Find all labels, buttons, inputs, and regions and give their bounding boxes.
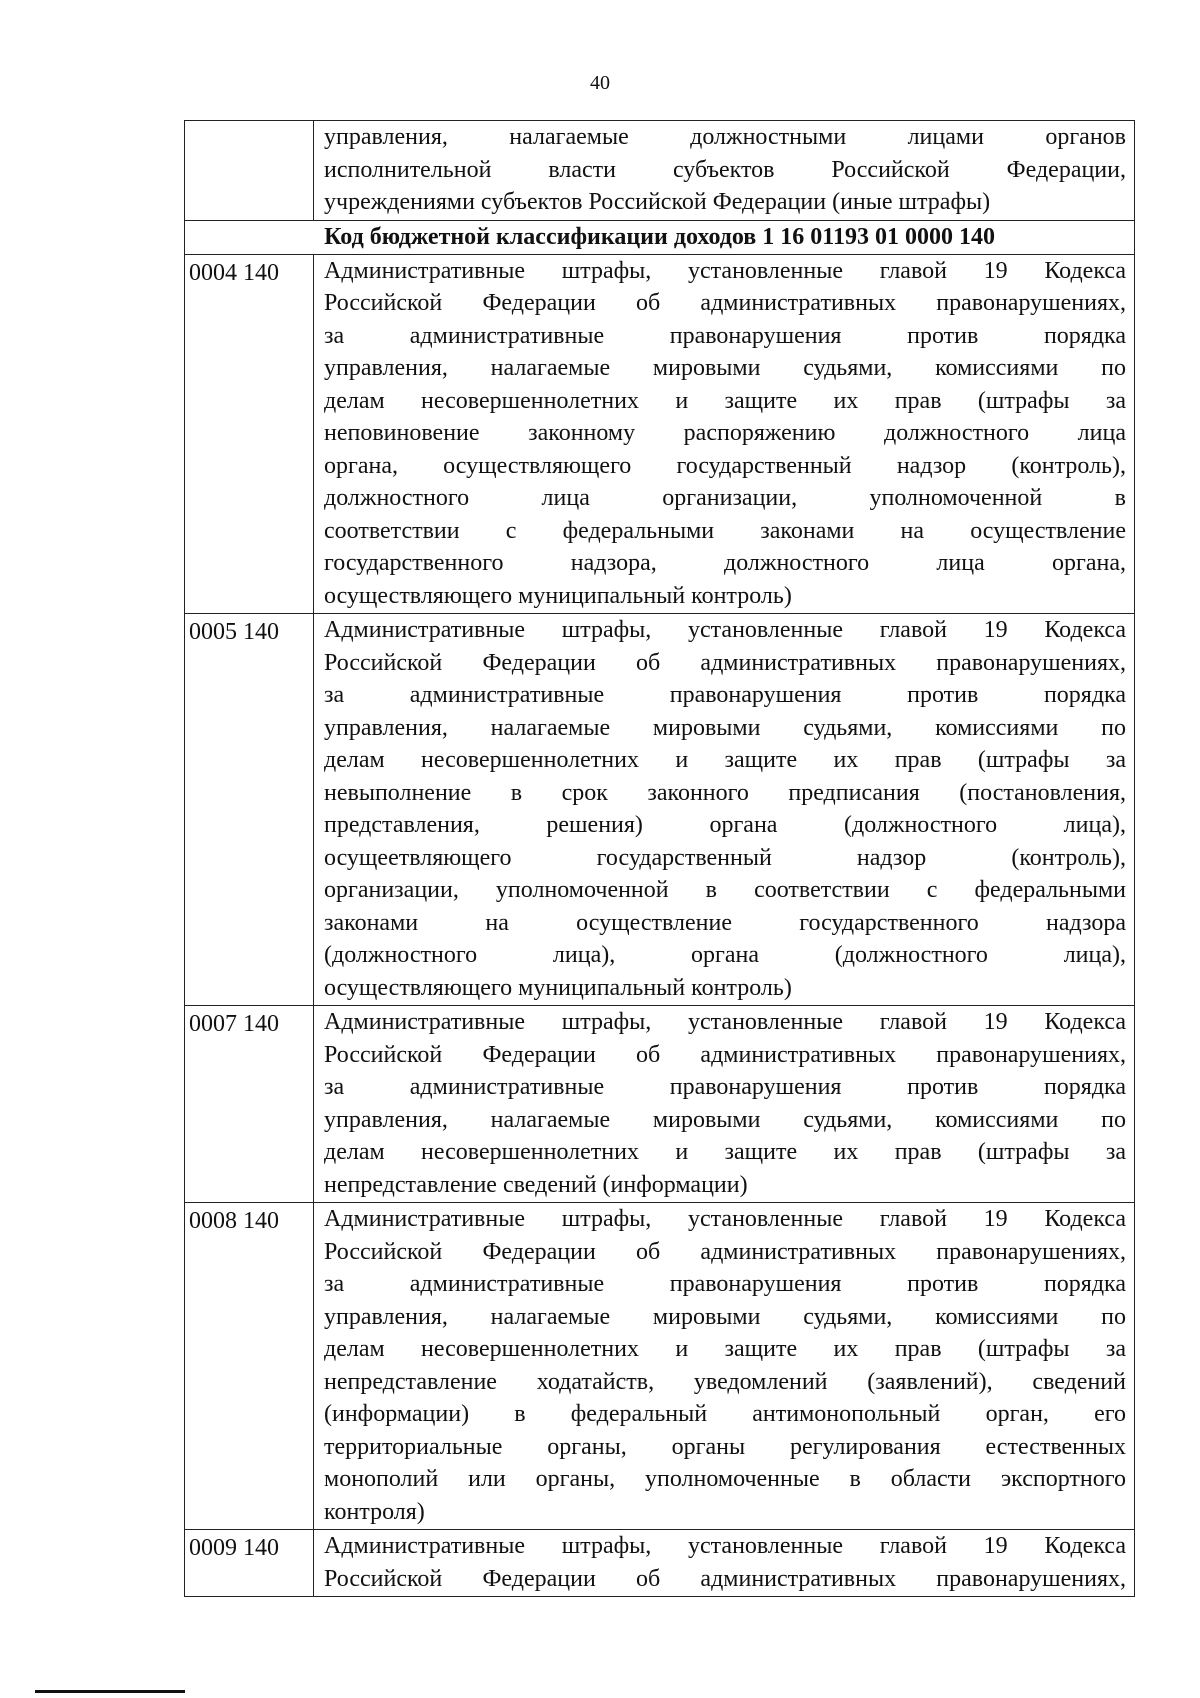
table-row	[185, 1203, 1135, 1530]
description-line: делам несовершеннолетних и защите их прав (штрафы за	[324, 747, 1126, 773]
description-line: Российской Федерации об административных правонарушениях,	[324, 1041, 1126, 1068]
description-line: Российской Федерации об административных правонарушениях,	[324, 1238, 1126, 1265]
description-line: учреждениями субъектов Российской Федерации (иные штрафы)	[324, 189, 991, 215]
description-line: исполнительной власти субъектов Российской Федерации,	[324, 156, 1126, 183]
footnote-rule	[35, 1690, 185, 1693]
description-line: осуществляющего муниципальный контроль)	[324, 974, 792, 1001]
description-cell	[314, 1530, 1135, 1597]
description-line: делам несовершеннолетних и защите их прав (штрафы за	[324, 1139, 1126, 1165]
description-line: управления, налагаемые должностными лицами органов	[324, 124, 1126, 150]
budget-code-table	[184, 120, 1135, 1597]
description-line: управления, налагаемые мировыми судьями, комиссиями по	[324, 355, 1126, 381]
description-line: Административные штрафы, установленные главой 19 Кодекса	[324, 1533, 1126, 1559]
description-line: организации, уполномоченной в соответствии с федеральными	[324, 877, 1126, 903]
description-cell-continuation	[314, 121, 1135, 221]
description-line: контроля)	[324, 1498, 425, 1525]
description-line: (должностного лица), органа (должностного лица),	[324, 942, 1126, 968]
description-line: должностного лица организации, уполномоченной в	[324, 485, 1126, 511]
description-line: управления, налагаемые мировыми судьями, комиссиями по	[324, 1303, 1126, 1330]
description-line: Административные штрафы, установленные главой 19 Кодекса	[324, 1009, 1126, 1035]
description-line: непредставление ходатайств, уведомлений (заявлений), сведений	[324, 1368, 1126, 1395]
description-line: территориальные органы, органы регулирования естественных	[324, 1433, 1126, 1460]
description-line: Российской Федерации об административных правонарушениях,	[324, 290, 1126, 316]
description-line: Российской Федерации об административных правонарушениях,	[324, 1565, 1126, 1592]
budget-classification-header: Код бюджетной классификации доходов 1 16 01193 01 0000 140	[185, 220, 1135, 254]
description-line: Российской Федерации об административных правонарушениях,	[324, 649, 1126, 676]
description-line: за административные правонарушения против порядка	[324, 1271, 1126, 1297]
page-number: 40	[590, 72, 610, 94]
code-cell: 0009 140	[185, 1530, 314, 1597]
table-row	[185, 614, 1135, 1006]
code-cell: 0007 140	[185, 1006, 314, 1203]
description-line: Административные штрафы, установленные главой 19 Кодекса	[324, 257, 1126, 284]
description-line: органа, осуществляющего государственный надзор (контроль),	[324, 452, 1126, 479]
description-line: за административные правонарушения против порядка	[324, 322, 1126, 349]
code-cell-empty	[185, 121, 314, 221]
description-line: монополий или органы, уполномоченные в области экспортного	[324, 1466, 1126, 1492]
description-line: осущеетвляющего государственный надзор (контроль),	[324, 844, 1126, 871]
description-line: Административные штрафы, установленные главой 19 Кодекса	[324, 617, 1126, 643]
description-line: (информации) в федеральный антимонопольный орган, его	[324, 1401, 1126, 1427]
description-line: осуществляющего муниципальный контроль)	[324, 582, 792, 609]
description-line: невыполнение в срок законного предписания (постановления,	[324, 779, 1126, 806]
description-line: делам несовершеннолетних и защите их прав (штрафы за	[324, 1336, 1126, 1362]
table-row	[185, 254, 1135, 614]
table-row	[185, 1006, 1135, 1203]
description-line: управления, налагаемые мировыми судьями, комиссиями по	[324, 714, 1126, 741]
table-row	[185, 1530, 1135, 1597]
code-cell: 0004 140	[185, 254, 314, 614]
code-cell: 0005 140	[185, 614, 314, 1006]
description-line: государственного надзора, должностного лица органа,	[324, 550, 1126, 576]
description-line: Административные штрафы, установленные главой 19 Кодекса	[324, 1206, 1126, 1232]
description-line: законами на осуществление государственного надзора	[324, 909, 1126, 936]
description-line: делам несовершеннолетних и защите их прав (штрафы за	[324, 387, 1126, 414]
description-line: неповиновение законному распоряжению должностного лица	[324, 420, 1126, 446]
description-cell	[314, 1006, 1135, 1203]
description-cell	[314, 1203, 1135, 1530]
description-line: соответствии с федеральными законами на осуществление	[324, 517, 1126, 544]
description-line: представления, решения) органа (должностного лица),	[324, 812, 1126, 838]
description-cell	[314, 614, 1135, 1006]
description-line: за административные правонарушения против порядка	[324, 1074, 1126, 1100]
table-row-continuation	[185, 121, 1135, 221]
description-line: непредставление сведений (информации)	[324, 1171, 748, 1198]
code-cell: 0008 140	[185, 1203, 314, 1530]
description-line: за административные правонарушения против порядка	[324, 682, 1126, 708]
description-cell	[314, 254, 1135, 614]
description-line: управления, налагаемые мировыми судьями, комиссиями по	[324, 1106, 1126, 1133]
table-header-row	[185, 220, 1135, 254]
